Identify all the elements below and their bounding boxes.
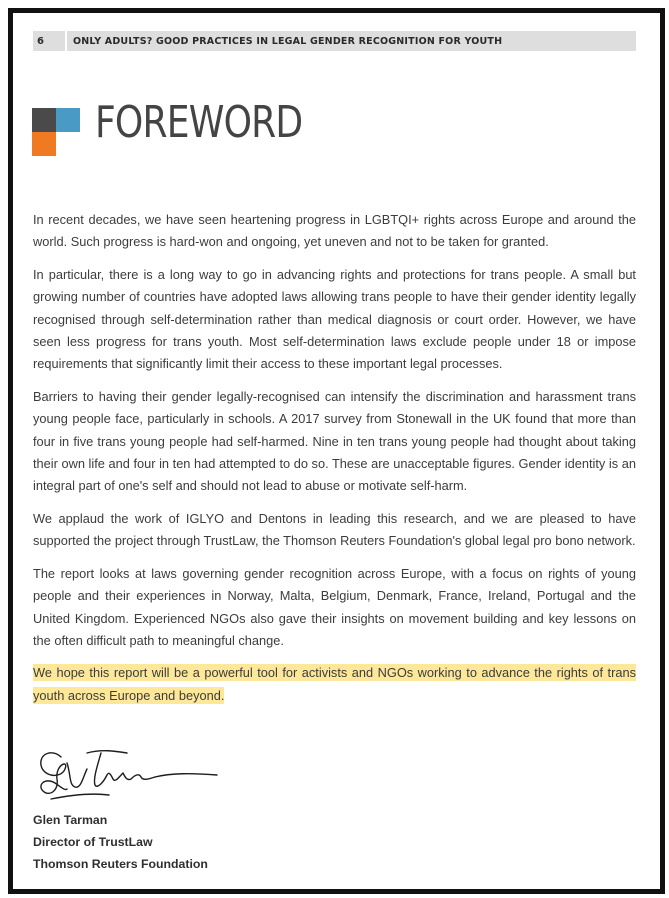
paragraph: Barriers to having their gender legally-recognised can intensify the discrimination and harassment trans young people face, particularly in schools. A 2017 survey from Stonewall in the UK found that more than four in five trans young people had self-harmed. Nine in ten trans young people had thought about taking their own life and four in ten had attempted to do so. These are unacceptable figures. Gender identity is an integral part of one's self and should not lead to abuse or motivate self-harm.: [33, 388, 636, 494]
highlighted-text: We hope this report will be a powerful tool for activists and NGOs working to advance the rights of trans youth across Europe and beyond.: [33, 665, 636, 703]
logo-square-orange: [32, 132, 56, 156]
paragraph: In particular, there is a long way to go in advancing rights and protections for trans people. A small but growing number of countries have adopted laws allowing trans people to have their gender identity legally recognised through self-determination rather than medical diagnosis or court order. However, we have seen less progress for trans youth. Most self-determination laws exclude people under 18 or impose requirements that significantly limit their access to these important legal processes.: [33, 266, 636, 372]
section-heading: FOREWORD: [95, 97, 303, 148]
logo-square-dark: [32, 108, 56, 132]
signoff-block: [33, 809, 208, 875]
section-logo-icon: [32, 108, 80, 156]
signatory-organization: Thomson Reuters Foundation: [33, 857, 208, 871]
logo-square-blue: [56, 108, 80, 132]
paragraph: The report looks at laws governing gender recognition across Europe, with a focus on rights of young people and their experiences in Norway, Malta, Belgium, Denmark, France, Ireland, Portugal and the United Kingdom. Experienced NGOs also gave their insights on movement building and key lessons on the often difficult path to meaningful change.: [33, 565, 636, 648]
report-title: ONLY ADULTS? GOOD PRACTICES IN LEGAL GENDER RECOGNITION FOR YOUTH: [73, 35, 503, 47]
page-number: 6: [37, 35, 44, 47]
paragraph: In recent decades, we have seen heartening progress in LGBTQI+ rights across Europe and around the world. Such progress is hard-won and ongoing, yet uneven and not to be taken for granted.: [33, 212, 636, 250]
paragraph: We applaud the work of IGLYO and Dentons in leading this research, and we are pleased to have supported the project through TrustLaw, the Thomson Reuters Foundation's global legal pro bono network.: [33, 510, 636, 549]
highlighted-paragraph: [33, 662, 636, 707]
handwritten-signature: [31, 739, 231, 809]
page: [8, 8, 665, 894]
foreword-body: [33, 209, 636, 717]
signatory-role: Director of TrustLaw: [33, 835, 153, 849]
signatory-name: Glen Tarman: [33, 813, 108, 827]
running-header: [33, 31, 636, 51]
